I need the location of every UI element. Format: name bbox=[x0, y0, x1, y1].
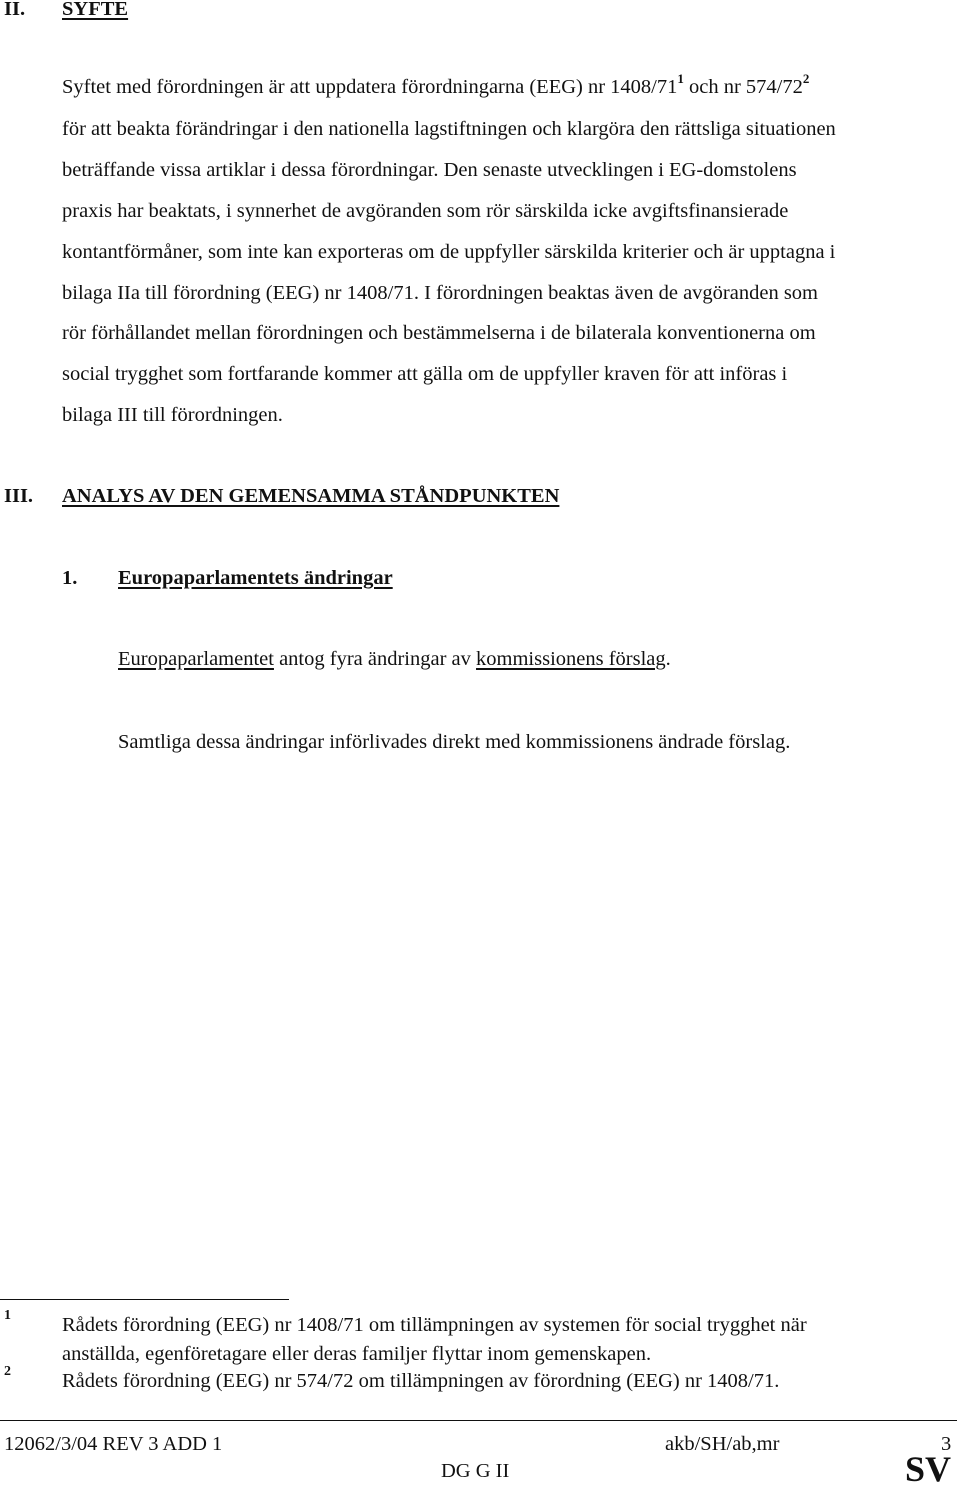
subsection-paragraph-2: Samtliga dessa ändringar införlivades direkt med kommissionens ändrade förslag. bbox=[118, 731, 791, 753]
document-reference: 12062/3/04 REV 3 ADD 1 bbox=[4, 1433, 223, 1455]
footer-separator bbox=[0, 1420, 957, 1421]
paragraph-line: för att beakta förändringar i den nationella lagstiftningen och klargöra den rättsliga situationen bbox=[62, 118, 836, 140]
line-text: och nr 574/72 bbox=[683, 76, 803, 98]
paragraph-line: kontantförmåner, som inte kan exporteras om de uppfyller särskilda kriterier och är upptagna i bbox=[62, 241, 836, 263]
underlined-term: kommissionens förslag bbox=[476, 648, 666, 670]
section-number: III. bbox=[4, 485, 34, 507]
section-title: SYFTE bbox=[62, 0, 129, 20]
subsection-title: Europaparlamentets ändringar bbox=[118, 567, 393, 589]
page-number: 3 bbox=[941, 1433, 952, 1455]
footnote-number: 2 bbox=[4, 1364, 11, 1379]
paragraph-line bbox=[62, 71, 810, 99]
subsection-number: 1. bbox=[62, 567, 78, 589]
subsection-paragraph-1 bbox=[118, 648, 671, 671]
section-number: II. bbox=[4, 0, 26, 20]
footnote-ref-2[interactable]: 2 bbox=[802, 71, 810, 87]
text-span: . bbox=[665, 648, 671, 670]
line-text: Syftet med förordningen är att uppdatera förordningarna (EEG) nr 1408/71 bbox=[62, 76, 678, 98]
footnote-text: Rådets förordning (EEG) nr 574/72 om tillämpningen av förordning (EEG) nr 1408/71. bbox=[62, 1370, 780, 1392]
footnote-separator bbox=[0, 1299, 289, 1300]
section-title: ANALYS AV DEN GEMENSAMMA STÅNDPUNKTEN bbox=[62, 485, 560, 507]
paragraph-line: bilaga IIa till förordning (EEG) nr 1408/71. I förordningen beaktas även de avgöranden som bbox=[62, 282, 818, 304]
text-span: antog fyra ändringar av bbox=[273, 648, 477, 670]
underlined-term: Europaparlamentet bbox=[118, 648, 274, 670]
paragraph-line: social trygghet som fortfarande kommer att gälla om de uppfyller kraven för att införas i bbox=[62, 363, 788, 385]
footnote-text: anställda, egenföretagare eller deras familjer flyttar inom gemenskapen. bbox=[62, 1343, 652, 1365]
footnote-text: Rådets förordning (EEG) nr 1408/71 om tillämpningen av systemen för social trygghet när bbox=[62, 1314, 807, 1336]
directorate: DG G II bbox=[441, 1460, 510, 1482]
paragraph-line: beträffande vissa artiklar i dessa förordningar. Den senaste utvecklingen i EG-domstolens bbox=[62, 159, 797, 181]
paragraph-line: rör förhållandet mellan förordningen och bestämmelserna i de bilaterala konventionerna om bbox=[62, 322, 816, 344]
footnote-ref-1[interactable]: 1 bbox=[677, 71, 684, 87]
author-initials: akb/SH/ab,mr bbox=[665, 1433, 780, 1455]
paragraph-line: bilaga III till förordningen. bbox=[62, 404, 283, 426]
language-code: SV bbox=[905, 1449, 952, 1489]
paragraph-line: praxis har beaktats, i synnerhet de avgöranden som rör särskilda icke avgiftsfinansierade bbox=[62, 200, 789, 222]
footnote-number: 1 bbox=[4, 1308, 11, 1323]
